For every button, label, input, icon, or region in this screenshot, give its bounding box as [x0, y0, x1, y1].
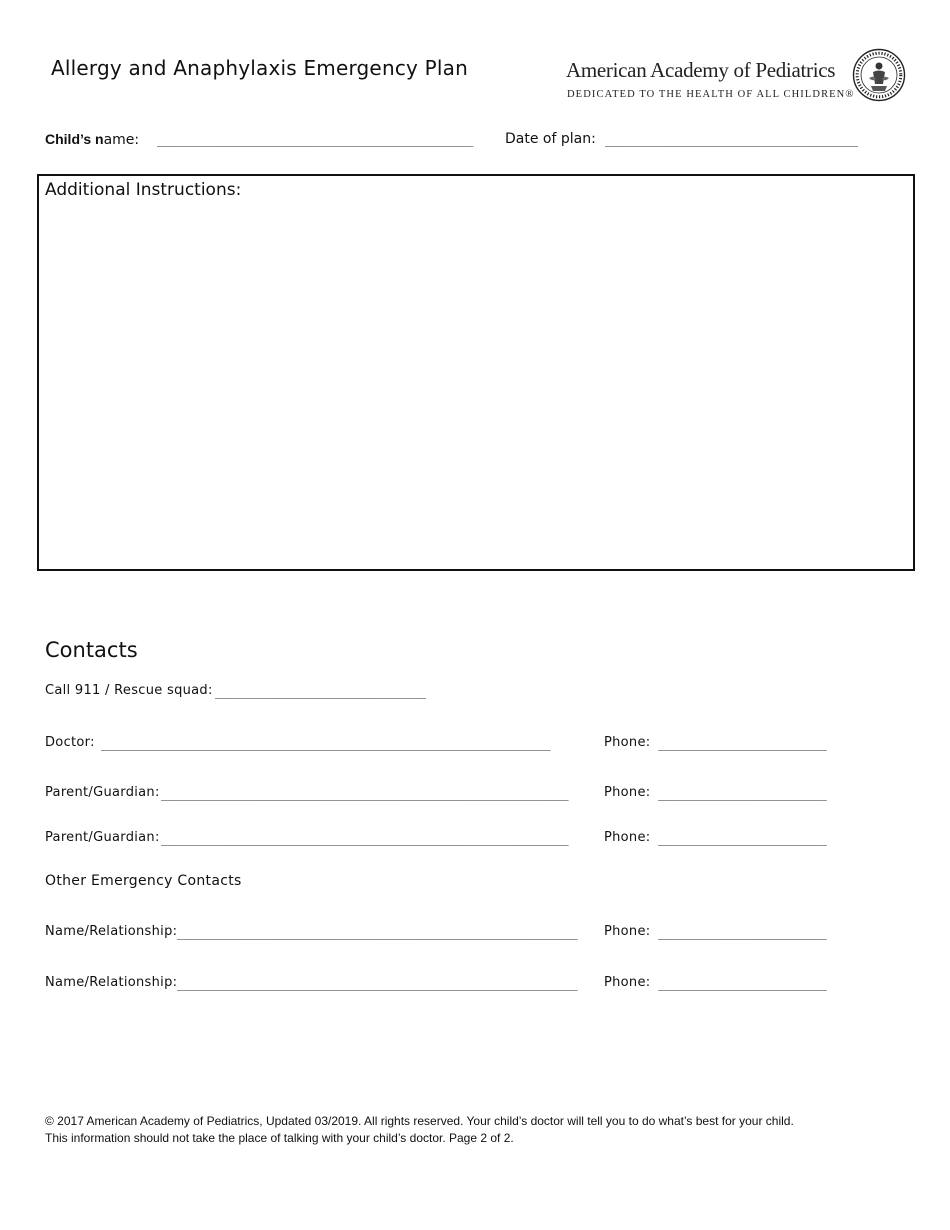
page-title: Allergy and Anaphylaxis Emergency Plan [51, 56, 468, 80]
aap-seal-icon [852, 48, 906, 102]
parent-guardian-2-phone-field[interactable]: ________________________ [658, 832, 827, 846]
date-of-plan-field[interactable]: ____________________________________ [605, 133, 858, 147]
parent-guardian-2-phone-label: Phone: [604, 830, 651, 845]
name-relationship-1-label: Name/Relationship: [45, 924, 178, 939]
name-relationship-2-phone-label: Phone: [604, 975, 651, 990]
doctor-phone-field[interactable]: ________________________ [658, 737, 827, 751]
name-relationship-1-phone-label: Phone: [604, 924, 651, 939]
parent-guardian-1-field[interactable]: __________________________________________________________ [161, 787, 569, 801]
contacts-heading: Contacts [45, 638, 138, 662]
name-relationship-2-label: Name/Relationship: [45, 975, 178, 990]
parent-guardian-2-field[interactable]: __________________________________________________________ [161, 832, 569, 846]
parent-guardian-1-phone-label: Phone: [604, 785, 651, 800]
footer-copyright: © 2017 American Academy of Pediatrics, Updated 03/2019. All rights reserved. Your child’s doctor will tell you to do what’s best for your child. [45, 1114, 794, 1128]
parent-guardian-2-label: Parent/Guardian: [45, 830, 160, 845]
child-name-label-bold: Child’s n [45, 131, 104, 147]
name-relationship-2-phone-field[interactable]: ________________________ [658, 977, 827, 991]
logo-tagline: DEDICATED TO THE HEALTH OF ALL CHILDREN® [567, 89, 855, 100]
rescue-squad-field[interactable]: ______________________________ [215, 685, 426, 699]
name-relationship-1-field[interactable]: _________________________________________________________ [177, 926, 578, 940]
aap-logo [566, 48, 906, 106]
child-name-row [45, 131, 139, 148]
child-name-label-rest: ame: [103, 132, 140, 148]
rescue-squad-label: Call 911 / Rescue squad: [45, 683, 213, 698]
parent-guardian-1-phone-field[interactable]: ________________________ [658, 787, 827, 801]
logo-name: American Academy of Pediatrics [566, 58, 836, 82]
child-name-field[interactable]: _____________________________________________ [157, 133, 474, 147]
name-relationship-2-field[interactable]: _________________________________________________________ [177, 977, 578, 991]
footer-disclaimer: This information should not take the place of talking with your child’s doctor. Page 2 of 2. [45, 1131, 514, 1145]
doctor-label: Doctor: [45, 735, 95, 750]
date-of-plan-label: Date of plan: [505, 131, 596, 147]
doctor-phone-label: Phone: [604, 735, 651, 750]
other-emergency-contacts-heading: Other Emergency Contacts [45, 873, 242, 889]
additional-instructions-label: Additional Instructions: [45, 180, 242, 200]
parent-guardian-1-label: Parent/Guardian: [45, 785, 160, 800]
name-relationship-1-phone-field[interactable]: ________________________ [658, 926, 827, 940]
additional-instructions-box[interactable] [37, 174, 915, 571]
doctor-field[interactable]: ________________________________________________________________ [101, 737, 551, 751]
